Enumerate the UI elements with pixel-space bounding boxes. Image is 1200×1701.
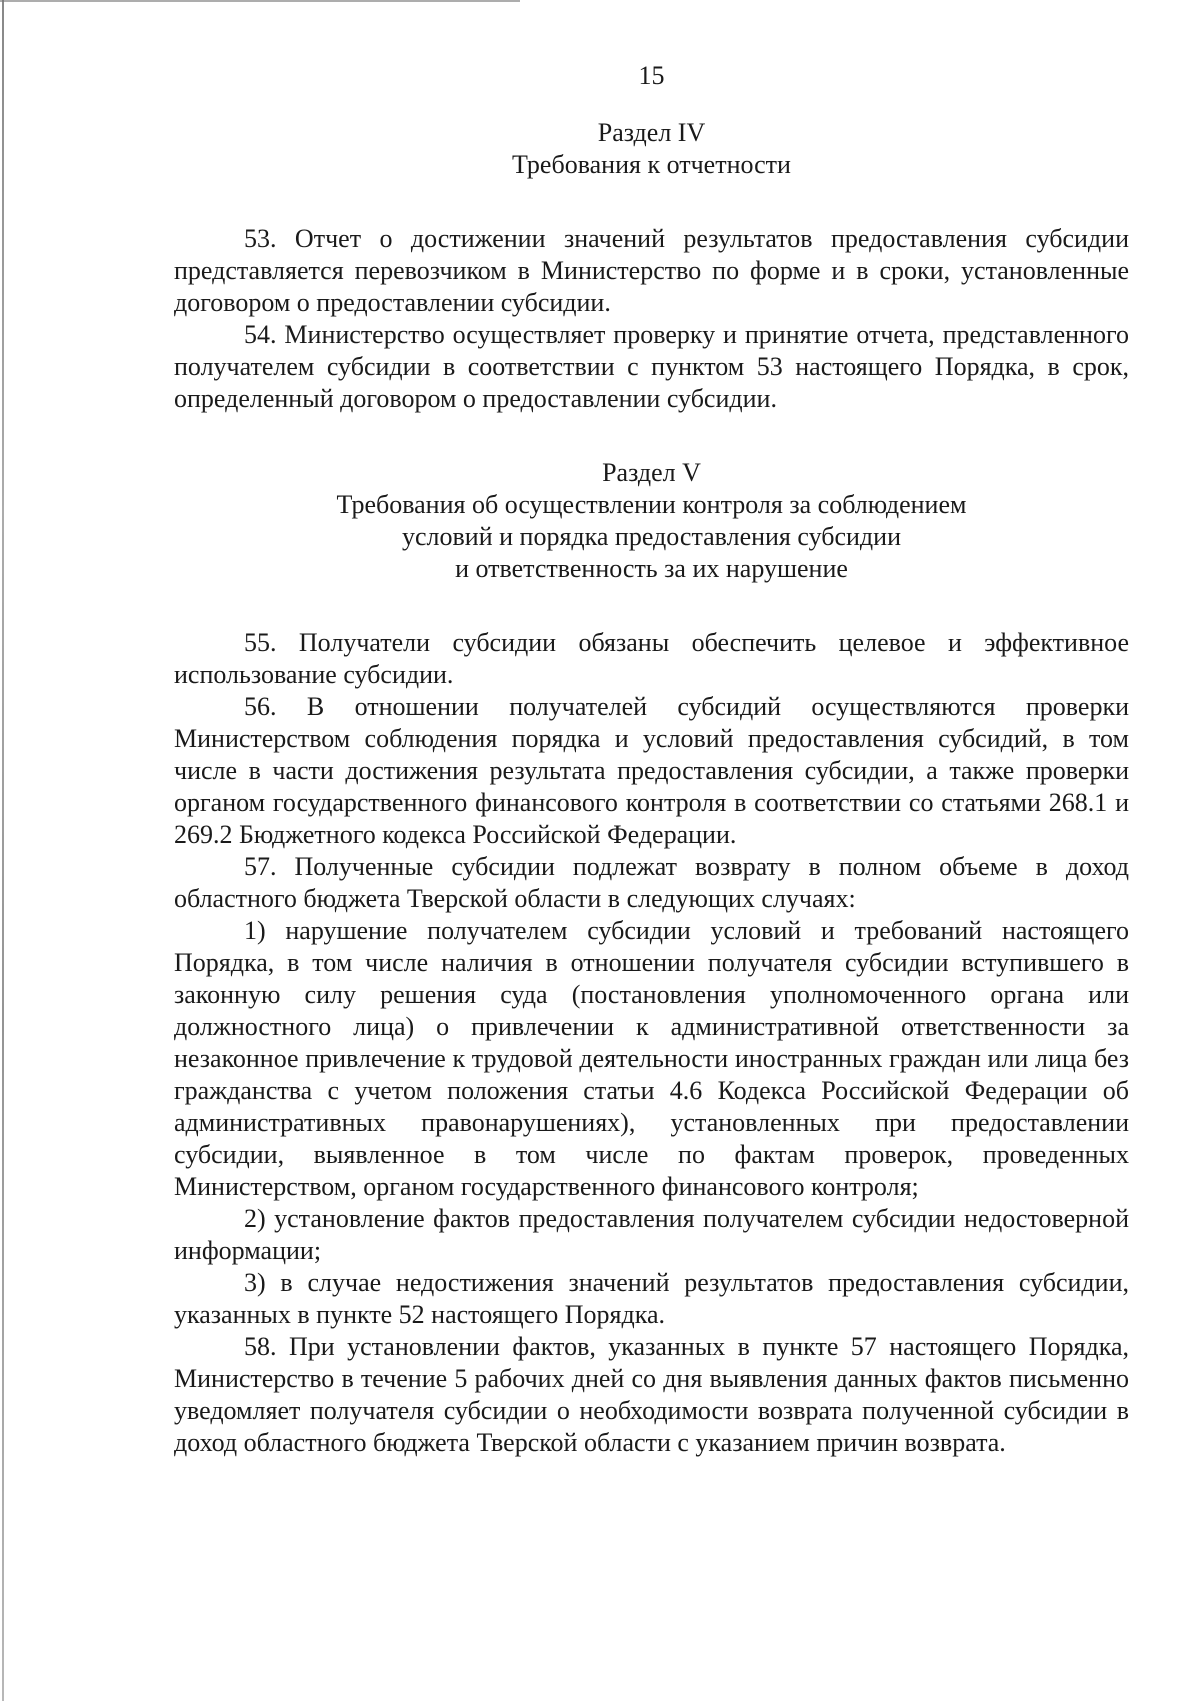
section-5-heading — [174, 457, 1129, 585]
scan-edge-left — [2, 0, 4, 1701]
paragraph-58: 58. При установлении фактов, указанных в пункте 57 настоящего Порядка, Министерство в течение 5 рабочих дней со дня выявления данных фактов письменно уведомляет получателя субсидии о необходимости возврата полученной субсидии в доход областного бюджета Тверской области с указанием причин возврата. — [174, 1332, 1129, 1457]
section-5-title-line-1: Требования об осуществлении контроля за соблюдением — [336, 490, 967, 519]
page-number: 15 — [638, 61, 665, 90]
paragraph-53: 53. Отчет о достижении значений результатов предоставления субсидии представляется перевозчиком в Министерство по форме и в сроки, установленные договором о предоставлении субсидии. — [174, 224, 1129, 317]
section-4-heading — [174, 117, 1129, 181]
section-4-label: Раздел IV — [597, 118, 706, 147]
section-5-label: Раздел V — [602, 458, 701, 487]
section-5-title-line-3: и ответственность за их нарушение — [455, 554, 848, 583]
paragraph-55: 55. Получатели субсидии обязаны обеспечить целевое и эффективное использование субсидии. — [174, 628, 1129, 689]
paragraph-57: 57. Полученные субсидии подлежат возврату в полном объеме в доход областного бюджета Тверской области в следующих случаях: — [174, 852, 1129, 913]
section-5-title-line-2: условий и порядка предоставления субсидии — [402, 522, 901, 551]
paragraph-56: 56. В отношении получателей субсидий осуществляются проверки Министерством соблюдения порядка и условий предоставления субсидий, в том числе в части достижения результата предоставления субсидии, а также проверки органом государственного финансового контроля в соответствии со статьями 268.1 и 269.2 Бюджетного кодекса Российской Федерации. — [174, 692, 1129, 849]
paragraph-54: 54. Министерство осуществляет проверку и принятие отчета, представленного получателем субсидии в соответствии с пунктом 53 настоящего Порядка, в срок, определенный договором о предоставлении субсидии. — [174, 320, 1129, 413]
paragraph-57-item-2: 2) установление фактов предоставления получателем субсидии недостоверной информации; — [174, 1204, 1129, 1265]
scan-edge-top — [0, 0, 520, 2]
paragraph-57-item-3: 3) в случае недостижения значений результатов предоставления субсидии, указанных в пункте 52 настоящего Порядка. — [174, 1268, 1129, 1329]
document-page — [174, 60, 1129, 1459]
paragraph-57-item-1: 1) нарушение получателем субсидии условий и требований настоящего Порядка, в том числе наличия в отношении получателя субсидии вступившего в законную силу решения суда (постановления уполномоченного органа или должностного лица) о привлечении к административной ответственности за незаконное привлечение к трудовой деятельности иностранных граждан или лица без гражданства с учетом положения статьи 4.6 Кодекса Российской Федерации об административных правонарушениях), установленных при предоставлении субсидии, выявленное в том числе по фактам проверок, проведенных Министерством, органом государственного финансового контроля; — [174, 916, 1129, 1201]
section-4-title: Требования к отчетности — [512, 150, 791, 179]
